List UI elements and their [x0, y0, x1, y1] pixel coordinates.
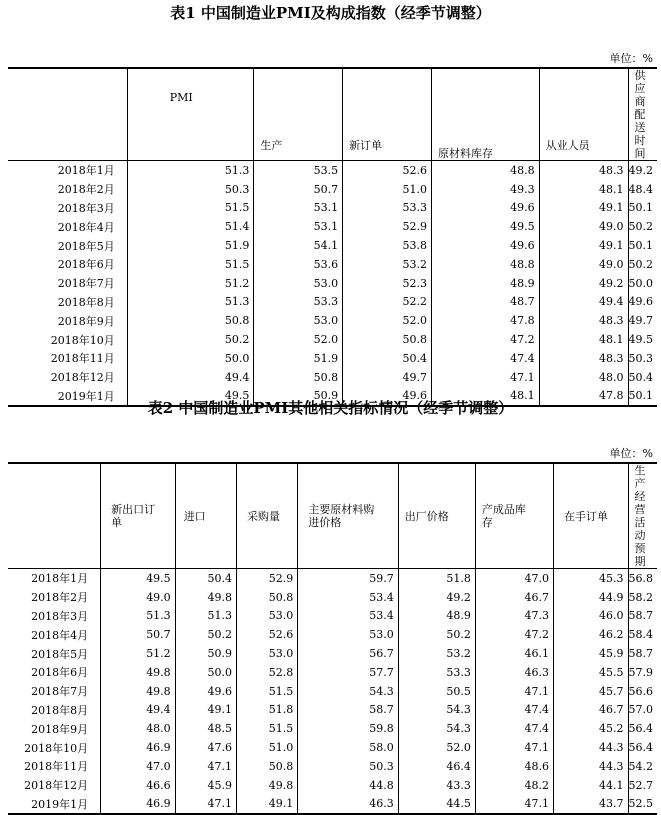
table-cell: 49.0	[101, 588, 176, 607]
table-cell: 48.0	[539, 368, 628, 387]
table-cell: 44.9	[553, 588, 628, 607]
table-cell: 51.8	[236, 701, 297, 720]
row-label: 2018年8月	[57, 295, 115, 309]
table-cell: 53.0	[236, 644, 297, 663]
table-cell: 49.6	[343, 387, 432, 407]
table-row	[8, 293, 657, 312]
table-cell: 57.0	[628, 701, 657, 720]
table-cell: 56.7	[298, 644, 399, 663]
table2-header: 生产经营活动预期	[628, 463, 657, 569]
table-cell: 46.9	[101, 738, 176, 757]
table-cell: 49.1	[539, 236, 628, 255]
table-cell: 52.3	[343, 274, 432, 293]
table-cell: 54.2	[628, 757, 657, 776]
table-cell: 54.3	[398, 701, 475, 720]
table-cell: 50.4	[343, 349, 432, 368]
table-row	[8, 180, 657, 199]
row-label: 2018年4月	[57, 220, 115, 234]
table-cell: 48.3	[539, 349, 628, 368]
row-label: 2018年4月	[31, 628, 89, 642]
row-label: 2018年9月	[57, 314, 115, 328]
table-cell: 47.8	[431, 311, 539, 330]
table-row	[8, 738, 657, 757]
table-cell: 47.4	[475, 701, 553, 720]
table-cell: 52.6	[343, 161, 432, 180]
table-cell: 47.4	[431, 349, 539, 368]
table2-header-row	[8, 463, 657, 569]
table-cell: 47.2	[431, 330, 539, 349]
table2-header: 进口	[175, 463, 236, 569]
table-cell: 47.3	[475, 607, 553, 626]
table-row	[8, 701, 657, 720]
table1-header: 从业人员	[539, 68, 628, 161]
row-label: 2018年11月	[24, 760, 89, 774]
table1-body	[8, 161, 657, 407]
table-cell: 47.0	[475, 569, 553, 588]
table-cell: 56.8	[628, 569, 657, 588]
table1-title: 表1 中国制造业PMI及构成指数（经季节调整）	[170, 4, 491, 22]
table-cell: 47.1	[475, 795, 553, 815]
table-cell: 46.6	[101, 776, 176, 795]
table-cell: 53.3	[343, 199, 432, 218]
table-cell: 56.4	[628, 719, 657, 738]
table-cell: 53.1	[254, 217, 343, 236]
table-cell: 50.7	[254, 180, 343, 199]
table-cell: 58.7	[628, 607, 657, 626]
table-cell: 48.3	[539, 311, 628, 330]
table-cell: 52.0	[343, 311, 432, 330]
table-cell: 52.9	[236, 569, 297, 588]
table-cell: 54.1	[254, 236, 343, 255]
row-label: 2018年11月	[50, 352, 115, 366]
table-cell: 47.4	[475, 719, 553, 738]
table-cell: 48.1	[539, 180, 628, 199]
table2-header: 产成品库存	[475, 463, 553, 569]
table-cell: 53.0	[254, 274, 343, 293]
table-cell: 50.2	[628, 217, 657, 236]
table-row	[8, 274, 657, 293]
table-cell: 52.2	[343, 293, 432, 312]
table-cell: 52.6	[236, 625, 297, 644]
table-cell: 48.2	[475, 776, 553, 795]
table-cell: 49.8	[175, 588, 236, 607]
table-cell: 49.4	[127, 368, 254, 387]
table-cell: 54.3	[298, 682, 399, 701]
table-cell: 51.5	[127, 199, 254, 218]
table-row	[8, 757, 657, 776]
table-cell: 49.0	[539, 217, 628, 236]
table-cell: 50.0	[628, 274, 657, 293]
row-label: 2018年9月	[31, 722, 89, 736]
table2-header: 主要原材料购进价格	[298, 463, 399, 569]
table-cell: 45.9	[175, 776, 236, 795]
table-row	[8, 682, 657, 701]
table-cell: 56.4	[628, 738, 657, 757]
table-cell: 56.6	[628, 682, 657, 701]
table-cell: 47.1	[175, 757, 236, 776]
table-cell: 52.5	[628, 795, 657, 815]
table-cell: 49.8	[101, 663, 176, 682]
table1-header: 生产	[254, 68, 343, 161]
row-label: 2018年7月	[57, 277, 115, 291]
table-cell: 58.2	[628, 588, 657, 607]
table-cell: 45.3	[553, 569, 628, 588]
table-cell: 50.0	[127, 349, 254, 368]
table-cell: 58.4	[628, 625, 657, 644]
table-cell: 44.5	[398, 795, 475, 815]
row-label: 2018年5月	[31, 647, 89, 661]
row-label: 2018年3月	[31, 609, 89, 623]
table-cell: 47.0	[101, 757, 176, 776]
row-label: 2018年6月	[31, 666, 89, 680]
table-row	[8, 217, 657, 236]
table-cell: 47.1	[475, 738, 553, 757]
table-cell: 48.0	[101, 719, 176, 738]
table-cell: 51.3	[175, 607, 236, 626]
table-cell: 52.9	[343, 217, 432, 236]
table-cell: 49.5	[127, 387, 254, 407]
table-cell: 46.9	[101, 795, 176, 815]
table-cell: 53.0	[254, 311, 343, 330]
table1-header: PMI	[127, 68, 254, 161]
table-cell: 51.2	[127, 274, 254, 293]
table2-corner	[8, 463, 101, 569]
table-cell: 50.0	[175, 663, 236, 682]
table-cell: 49.6	[628, 293, 657, 312]
table-cell: 49.2	[628, 161, 657, 180]
table1-header: 供应商配送时间	[628, 68, 657, 161]
table-cell: 52.8	[236, 663, 297, 682]
table1-header: 原材料库存	[431, 68, 539, 161]
table-cell: 45.7	[553, 682, 628, 701]
table-cell: 53.0	[298, 625, 399, 644]
table-row	[8, 663, 657, 682]
table-row	[8, 795, 657, 815]
table-cell: 50.3	[628, 349, 657, 368]
table-row	[8, 625, 657, 644]
table-cell: 50.4	[628, 368, 657, 387]
table-cell: 58.7	[628, 644, 657, 663]
row-label: 2019年1月	[31, 797, 89, 811]
table-cell: 58.0	[298, 738, 399, 757]
table-cell: 53.1	[254, 199, 343, 218]
table-cell: 45.2	[553, 719, 628, 738]
table-cell: 46.3	[475, 663, 553, 682]
table-cell: 46.0	[553, 607, 628, 626]
table-cell: 51.0	[236, 738, 297, 757]
table-cell: 51.2	[101, 644, 176, 663]
table-cell: 52.0	[254, 330, 343, 349]
table-row	[8, 607, 657, 626]
table-cell: 53.4	[298, 588, 399, 607]
table-cell: 48.9	[398, 607, 475, 626]
table-cell: 50.9	[254, 387, 343, 407]
table-cell: 43.7	[553, 795, 628, 815]
table1	[8, 67, 657, 407]
table-cell: 45.9	[553, 644, 628, 663]
table-cell: 50.9	[175, 644, 236, 663]
table-cell: 48.5	[175, 719, 236, 738]
table-row	[8, 236, 657, 255]
table-cell: 44.3	[553, 757, 628, 776]
table-row	[8, 161, 657, 180]
table-cell: 46.4	[398, 757, 475, 776]
table-cell: 59.8	[298, 719, 399, 738]
table-cell: 53.5	[254, 161, 343, 180]
row-label: 2018年10月	[24, 741, 89, 755]
table-row	[8, 719, 657, 738]
row-label: 2018年5月	[57, 239, 115, 253]
row-label: 2018年2月	[31, 591, 89, 605]
table-cell: 44.1	[553, 776, 628, 795]
table-cell: 53.3	[398, 663, 475, 682]
table-row	[8, 199, 657, 218]
table-cell: 50.8	[343, 330, 432, 349]
table-cell: 48.4	[628, 180, 657, 199]
table-cell: 49.1	[539, 199, 628, 218]
table-cell: 53.3	[254, 293, 343, 312]
table-cell: 50.3	[298, 757, 399, 776]
table-cell: 49.7	[343, 368, 432, 387]
table2-header: 在手订单	[553, 463, 628, 569]
table-cell: 44.8	[298, 776, 399, 795]
table-cell: 49.5	[628, 330, 657, 349]
table-cell: 51.5	[127, 255, 254, 274]
table-cell: 53.2	[343, 255, 432, 274]
table2-header: 出厂价格	[398, 463, 475, 569]
table-cell: 59.7	[298, 569, 399, 588]
table-cell: 51.4	[127, 217, 254, 236]
table-cell: 50.2	[398, 625, 475, 644]
table-cell: 57.9	[628, 663, 657, 682]
table-cell: 53.6	[254, 255, 343, 274]
table-cell: 47.8	[539, 387, 628, 407]
table-cell: 46.7	[475, 588, 553, 607]
table1-unit: 单位：%	[609, 52, 653, 65]
table-cell: 50.2	[628, 255, 657, 274]
table2-unit: 单位：%	[609, 447, 653, 460]
table-cell: 51.5	[236, 719, 297, 738]
table-cell: 48.8	[431, 161, 539, 180]
table-row	[8, 255, 657, 274]
table-cell: 47.6	[175, 738, 236, 757]
row-label: 2018年3月	[57, 201, 115, 215]
table2-header: 新出口订单	[101, 463, 176, 569]
table1-corner	[8, 68, 127, 161]
table-row	[8, 644, 657, 663]
table-cell: 52.0	[398, 738, 475, 757]
table-cell: 44.3	[553, 738, 628, 757]
table-cell: 49.6	[175, 682, 236, 701]
table-cell: 49.7	[628, 311, 657, 330]
table-cell: 50.8	[236, 757, 297, 776]
table-cell: 49.4	[101, 701, 176, 720]
table-cell: 48.1	[539, 330, 628, 349]
table-cell: 52.7	[628, 776, 657, 795]
table-cell: 57.7	[298, 663, 399, 682]
table1-header: 新订单	[343, 68, 432, 161]
table-cell: 50.8	[254, 368, 343, 387]
table-cell: 46.7	[553, 701, 628, 720]
table-cell: 51.3	[101, 607, 176, 626]
table-cell: 50.1	[628, 236, 657, 255]
table-cell: 53.2	[398, 644, 475, 663]
table-cell: 46.2	[553, 625, 628, 644]
row-label: 2019年1月	[57, 389, 115, 403]
row-label: 2018年2月	[57, 183, 115, 197]
table-cell: 47.1	[475, 682, 553, 701]
table-cell: 49.8	[236, 776, 297, 795]
row-label: 2018年7月	[31, 685, 89, 699]
table-cell: 49.5	[101, 569, 176, 588]
table-cell: 50.2	[175, 625, 236, 644]
table-cell: 49.6	[431, 236, 539, 255]
table-cell: 51.3	[127, 161, 254, 180]
table-cell: 49.3	[431, 180, 539, 199]
table-cell: 43.3	[398, 776, 475, 795]
table-cell: 47.2	[475, 625, 553, 644]
table-cell: 50.1	[628, 387, 657, 407]
table-cell: 48.3	[539, 161, 628, 180]
table2	[8, 462, 657, 815]
table-cell: 50.8	[236, 588, 297, 607]
row-label: 2018年1月	[31, 572, 89, 586]
row-label: 2018年12月	[24, 779, 89, 793]
row-label: 2018年1月	[57, 164, 115, 178]
table-cell: 48.6	[475, 757, 553, 776]
table-cell: 50.1	[628, 199, 657, 218]
table-cell: 46.3	[298, 795, 399, 815]
table-cell: 54.3	[398, 719, 475, 738]
row-label: 2018年12月	[50, 371, 115, 385]
table-cell: 53.4	[298, 607, 399, 626]
table-cell: 51.5	[236, 682, 297, 701]
table-cell: 51.9	[127, 236, 254, 255]
table-cell: 49.2	[398, 588, 475, 607]
table-cell: 49.4	[539, 293, 628, 312]
table-cell: 51.0	[343, 180, 432, 199]
table-cell: 49.5	[431, 217, 539, 236]
table1-header-row	[8, 68, 657, 161]
table-cell: 50.4	[175, 569, 236, 588]
table-cell: 49.8	[101, 682, 176, 701]
table-row	[8, 330, 657, 349]
table-cell: 49.2	[539, 274, 628, 293]
table2-header: 采购量	[236, 463, 297, 569]
row-label: 2018年6月	[57, 258, 115, 272]
table-cell: 50.3	[127, 180, 254, 199]
table-cell: 53.8	[343, 236, 432, 255]
table-cell: 51.3	[127, 293, 254, 312]
table-cell: 49.0	[539, 255, 628, 274]
table-row	[8, 368, 657, 387]
table-row	[8, 776, 657, 795]
table-cell: 50.5	[398, 682, 475, 701]
table-row	[8, 588, 657, 607]
table-cell: 45.5	[553, 663, 628, 682]
row-label: 2018年10月	[50, 333, 115, 347]
table-cell: 49.1	[175, 701, 236, 720]
table-cell: 48.7	[431, 293, 539, 312]
table-cell: 48.9	[431, 274, 539, 293]
table-cell: 50.2	[127, 330, 254, 349]
table-cell: 50.7	[101, 625, 176, 644]
table-cell: 46.1	[475, 644, 553, 663]
table-cell: 49.6	[431, 199, 539, 218]
table-cell: 58.7	[298, 701, 399, 720]
table-cell: 51.8	[398, 569, 475, 588]
table-cell: 49.1	[236, 795, 297, 815]
table-cell: 47.1	[431, 368, 539, 387]
table2-title: 表2 中国制造业PMI其他相关指标情况（经季节调整）	[147, 399, 514, 417]
table-cell: 48.8	[431, 255, 539, 274]
table-row	[8, 349, 657, 368]
table-cell: 51.9	[254, 349, 343, 368]
table-cell: 47.1	[175, 795, 236, 815]
table2-body	[8, 569, 657, 815]
table-cell: 53.0	[236, 607, 297, 626]
table-row	[8, 569, 657, 588]
row-label: 2018年8月	[31, 703, 89, 717]
table-cell: 50.8	[127, 311, 254, 330]
table-cell: 48.1	[431, 387, 539, 407]
table-row	[8, 311, 657, 330]
